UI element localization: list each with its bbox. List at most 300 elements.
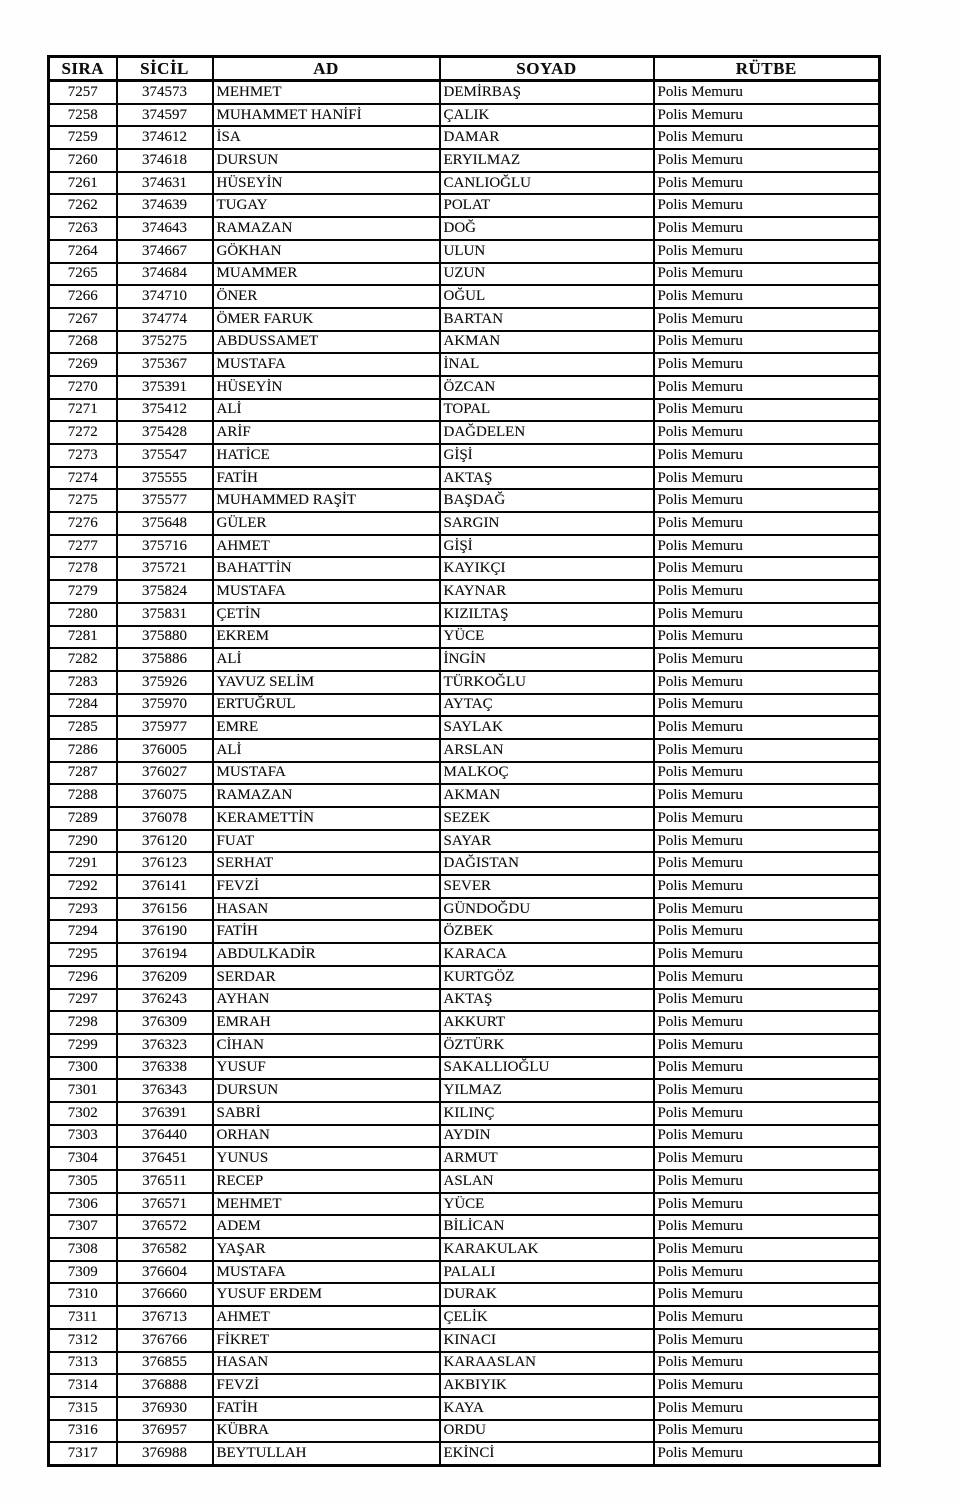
cell-sicil: 376323: [117, 1034, 213, 1057]
cell-sira: 7307: [49, 1215, 117, 1238]
cell-sicil: 376571: [117, 1193, 213, 1216]
cell-ad: AHMET: [213, 1306, 440, 1329]
cell-ad: KERAMETTİN: [213, 807, 440, 830]
cell-sira: 7290: [49, 830, 117, 853]
table-row: [49, 898, 880, 921]
cell-sicil: 374631: [117, 172, 213, 195]
cell-soyad: ÖZCAN: [440, 376, 654, 399]
cell-sicil: 375880: [117, 626, 213, 649]
cell-sicil: 376075: [117, 784, 213, 807]
cell-sicil: 375824: [117, 580, 213, 603]
cell-sicil: 376141: [117, 875, 213, 898]
table-row: [49, 920, 880, 943]
table-row: [49, 81, 880, 104]
cell-sira: 7311: [49, 1306, 117, 1329]
cell-rutbe: Polis Memuru: [654, 603, 880, 626]
cell-rutbe: Polis Memuru: [654, 557, 880, 580]
cell-rutbe: Polis Memuru: [654, 1397, 880, 1420]
cell-ad: FUAT: [213, 830, 440, 853]
cell-ad: FEVZİ: [213, 875, 440, 898]
table-row: [49, 467, 880, 490]
cell-sicil: 375367: [117, 353, 213, 376]
table-row: [49, 1102, 880, 1125]
cell-sira: 7286: [49, 739, 117, 762]
cell-ad: HASAN: [213, 1352, 440, 1375]
cell-ad: RECEP: [213, 1170, 440, 1193]
cell-sicil: 376888: [117, 1374, 213, 1397]
cell-rutbe: Polis Memuru: [654, 694, 880, 717]
cell-sicil: 376123: [117, 852, 213, 875]
cell-ad: HASAN: [213, 898, 440, 921]
cell-rutbe: Polis Memuru: [654, 807, 880, 830]
cell-sira: 7280: [49, 603, 117, 626]
table-row: [49, 1057, 880, 1080]
cell-soyad: AKTAŞ: [440, 989, 654, 1012]
cell-sicil: 374639: [117, 194, 213, 217]
cell-soyad: ARSLAN: [440, 739, 654, 762]
cell-soyad: TÜRKOĞLU: [440, 671, 654, 694]
cell-soyad: KARACA: [440, 943, 654, 966]
cell-sicil: 376338: [117, 1057, 213, 1080]
cell-ad: DURSUN: [213, 149, 440, 172]
cell-ad: SERDAR: [213, 966, 440, 989]
cell-sira: 7263: [49, 217, 117, 240]
table-row: [49, 1352, 880, 1375]
cell-ad: FATİH: [213, 1397, 440, 1420]
table-row: [49, 943, 880, 966]
cell-sicil: 375831: [117, 603, 213, 626]
cell-sicil: 374597: [117, 104, 213, 127]
cell-sicil: 375721: [117, 557, 213, 580]
cell-rutbe: Polis Memuru: [654, 353, 880, 376]
cell-ad: HÜSEYİN: [213, 376, 440, 399]
cell-rutbe: Polis Memuru: [654, 444, 880, 467]
cell-sicil: 375555: [117, 467, 213, 490]
cell-sira: 7289: [49, 807, 117, 830]
cell-soyad: GİŞİ: [440, 535, 654, 558]
cell-sira: 7299: [49, 1034, 117, 1057]
cell-ad: GÜLER: [213, 512, 440, 535]
table-row: [49, 240, 880, 263]
cell-rutbe: Polis Memuru: [654, 784, 880, 807]
cell-sicil: 375547: [117, 444, 213, 467]
cell-sicil: 376391: [117, 1102, 213, 1125]
cell-soyad: AKTAŞ: [440, 467, 654, 490]
cell-sicil: 374774: [117, 308, 213, 331]
cell-ad: EKREM: [213, 626, 440, 649]
cell-ad: BEYTULLAH: [213, 1442, 440, 1465]
cell-rutbe: Polis Memuru: [654, 716, 880, 739]
cell-soyad: AKMAN: [440, 331, 654, 354]
table-row: [49, 1170, 880, 1193]
table-row: [49, 784, 880, 807]
cell-sicil: 376930: [117, 1397, 213, 1420]
table-row: [49, 217, 880, 240]
cell-rutbe: Polis Memuru: [654, 512, 880, 535]
cell-soyad: AYTAÇ: [440, 694, 654, 717]
cell-soyad: BAŞDAĞ: [440, 489, 654, 512]
table-row: [49, 1011, 880, 1034]
cell-rutbe: Polis Memuru: [654, 421, 880, 444]
cell-ad: FEVZİ: [213, 1374, 440, 1397]
cell-soyad: DAĞDELEN: [440, 421, 654, 444]
cell-ad: DURSUN: [213, 1079, 440, 1102]
table-row: [49, 104, 880, 127]
table-row: [49, 1125, 880, 1148]
cell-ad: YUSUF ERDEM: [213, 1283, 440, 1306]
cell-sira: 7281: [49, 626, 117, 649]
cell-soyad: MALKOÇ: [440, 762, 654, 785]
cell-sicil: 375716: [117, 535, 213, 558]
cell-rutbe: Polis Memuru: [654, 671, 880, 694]
cell-ad: ERTUĞRUL: [213, 694, 440, 717]
cell-rutbe: Polis Memuru: [654, 285, 880, 308]
cell-ad: MUAMMER: [213, 263, 440, 286]
table-row: [49, 263, 880, 286]
table-row: [49, 694, 880, 717]
cell-rutbe: Polis Memuru: [654, 1261, 880, 1284]
cell-soyad: ORDU: [440, 1420, 654, 1443]
table-row: [49, 1079, 880, 1102]
cell-sira: 7309: [49, 1261, 117, 1284]
cell-rutbe: Polis Memuru: [654, 1329, 880, 1352]
cell-ad: AHMET: [213, 535, 440, 558]
cell-ad: KÜBRA: [213, 1420, 440, 1443]
cell-soyad: DEMİRBAŞ: [440, 81, 654, 104]
cell-sira: 7310: [49, 1283, 117, 1306]
cell-soyad: ERYILMAZ: [440, 149, 654, 172]
cell-sicil: 375428: [117, 421, 213, 444]
cell-sira: 7271: [49, 399, 117, 422]
cell-sicil: 376604: [117, 1261, 213, 1284]
cell-rutbe: Polis Memuru: [654, 489, 880, 512]
cell-sicil: 375926: [117, 671, 213, 694]
cell-sicil: 376343: [117, 1079, 213, 1102]
table-row: [49, 512, 880, 535]
cell-soyad: BARTAN: [440, 308, 654, 331]
cell-rutbe: Polis Memuru: [654, 263, 880, 286]
table-row: [49, 1261, 880, 1284]
cell-sira: 7276: [49, 512, 117, 535]
table-body: [49, 81, 880, 1466]
table-row: [49, 285, 880, 308]
table-row: [49, 399, 880, 422]
cell-ad: ÇETİN: [213, 603, 440, 626]
cell-soyad: CANLIOĞLU: [440, 172, 654, 195]
table-row: [49, 716, 880, 739]
table-row: [49, 648, 880, 671]
cell-sira: 7291: [49, 852, 117, 875]
cell-sira: 7279: [49, 580, 117, 603]
cell-rutbe: Polis Memuru: [654, 1238, 880, 1261]
cell-sira: 7305: [49, 1170, 117, 1193]
cell-soyad: PALALI: [440, 1261, 654, 1284]
cell-sira: 7308: [49, 1238, 117, 1261]
cell-soyad: AKMAN: [440, 784, 654, 807]
cell-ad: FİKRET: [213, 1329, 440, 1352]
cell-ad: EMRE: [213, 716, 440, 739]
table-row: [49, 126, 880, 149]
table-row: [49, 807, 880, 830]
cell-sira: 7306: [49, 1193, 117, 1216]
cell-ad: AYHAN: [213, 989, 440, 1012]
cell-rutbe: Polis Memuru: [654, 104, 880, 127]
table-row: [49, 535, 880, 558]
cell-rutbe: Polis Memuru: [654, 399, 880, 422]
cell-sicil: 376027: [117, 762, 213, 785]
cell-soyad: KAYIKÇI: [440, 557, 654, 580]
cell-soyad: AYDIN: [440, 1125, 654, 1148]
cell-sira: 7302: [49, 1102, 117, 1125]
cell-sira: 7297: [49, 989, 117, 1012]
cell-sicil: 376766: [117, 1329, 213, 1352]
table-row: [49, 1442, 880, 1465]
table-row: [49, 739, 880, 762]
cell-ad: SERHAT: [213, 852, 440, 875]
cell-rutbe: Polis Memuru: [654, 966, 880, 989]
cell-rutbe: Polis Memuru: [654, 1442, 880, 1465]
cell-rutbe: Polis Memuru: [654, 126, 880, 149]
cell-sira: 7267: [49, 308, 117, 331]
cell-sicil: 376572: [117, 1215, 213, 1238]
cell-sira: 7260: [49, 149, 117, 172]
cell-ad: YAVUZ SELİM: [213, 671, 440, 694]
cell-soyad: EKİNCİ: [440, 1442, 654, 1465]
cell-rutbe: Polis Memuru: [654, 1193, 880, 1216]
cell-sira: 7257: [49, 81, 117, 104]
cell-rutbe: Polis Memuru: [654, 172, 880, 195]
cell-soyad: YILMAZ: [440, 1079, 654, 1102]
cell-rutbe: Polis Memuru: [654, 739, 880, 762]
table-row: [49, 830, 880, 853]
column-header-soyad: SOYAD: [440, 57, 654, 81]
cell-soyad: GİŞİ: [440, 444, 654, 467]
cell-ad: ADEM: [213, 1215, 440, 1238]
cell-rutbe: Polis Memuru: [654, 648, 880, 671]
cell-ad: ARİF: [213, 421, 440, 444]
cell-soyad: YÜCE: [440, 1193, 654, 1216]
cell-sicil: 376660: [117, 1283, 213, 1306]
cell-sira: 7314: [49, 1374, 117, 1397]
cell-sicil: 374643: [117, 217, 213, 240]
cell-soyad: DAMAR: [440, 126, 654, 149]
cell-sira: 7264: [49, 240, 117, 263]
cell-ad: MEHMET: [213, 1193, 440, 1216]
table-row: [49, 194, 880, 217]
cell-rutbe: Polis Memuru: [654, 1125, 880, 1148]
cell-sicil: 376156: [117, 898, 213, 921]
personnel-roster-table: [47, 55, 881, 1467]
table-row: [49, 966, 880, 989]
cell-ad: ÖMER FARUK: [213, 308, 440, 331]
cell-soyad: ÇELİK: [440, 1306, 654, 1329]
cell-ad: ABDULKADİR: [213, 943, 440, 966]
table-row: [49, 603, 880, 626]
cell-ad: RAMAZAN: [213, 784, 440, 807]
cell-sicil: 375577: [117, 489, 213, 512]
cell-sicil: 376440: [117, 1125, 213, 1148]
cell-soyad: AKKURT: [440, 1011, 654, 1034]
cell-soyad: SAYLAK: [440, 716, 654, 739]
table-row: [49, 1147, 880, 1170]
cell-soyad: SAYAR: [440, 830, 654, 853]
table-row: [49, 1215, 880, 1238]
cell-rutbe: Polis Memuru: [654, 943, 880, 966]
cell-soyad: ARMUT: [440, 1147, 654, 1170]
cell-sira: 7259: [49, 126, 117, 149]
table-row: [49, 376, 880, 399]
cell-ad: FATİH: [213, 467, 440, 490]
cell-ad: SABRİ: [213, 1102, 440, 1125]
cell-sira: 7296: [49, 966, 117, 989]
cell-rutbe: Polis Memuru: [654, 217, 880, 240]
cell-sicil: 376957: [117, 1420, 213, 1443]
cell-sira: 7278: [49, 557, 117, 580]
cell-rutbe: Polis Memuru: [654, 989, 880, 1012]
cell-ad: YUNUS: [213, 1147, 440, 1170]
cell-soyad: AKBIYIK: [440, 1374, 654, 1397]
cell-ad: ALİ: [213, 399, 440, 422]
cell-soyad: SEVER: [440, 875, 654, 898]
cell-ad: CİHAN: [213, 1034, 440, 1057]
cell-rutbe: Polis Memuru: [654, 1374, 880, 1397]
cell-sicil: 375412: [117, 399, 213, 422]
cell-sicil: 375648: [117, 512, 213, 535]
table-row: [49, 421, 880, 444]
cell-sira: 7258: [49, 104, 117, 127]
cell-sicil: 374667: [117, 240, 213, 263]
cell-soyad: KARAASLAN: [440, 1352, 654, 1375]
cell-ad: MUSTAFA: [213, 762, 440, 785]
cell-sicil: 376713: [117, 1306, 213, 1329]
cell-sira: 7313: [49, 1352, 117, 1375]
cell-rutbe: Polis Memuru: [654, 852, 880, 875]
cell-rutbe: Polis Memuru: [654, 1079, 880, 1102]
cell-rutbe: Polis Memuru: [654, 1057, 880, 1080]
table-row: [49, 1193, 880, 1216]
cell-rutbe: Polis Memuru: [654, 1170, 880, 1193]
cell-sicil: 376451: [117, 1147, 213, 1170]
cell-rutbe: Polis Memuru: [654, 1147, 880, 1170]
cell-soyad: KINACI: [440, 1329, 654, 1352]
cell-sira: 7284: [49, 694, 117, 717]
cell-ad: YAŞAR: [213, 1238, 440, 1261]
cell-rutbe: Polis Memuru: [654, 920, 880, 943]
cell-rutbe: Polis Memuru: [654, 194, 880, 217]
cell-soyad: KAYA: [440, 1397, 654, 1420]
cell-sira: 7303: [49, 1125, 117, 1148]
cell-soyad: UZUN: [440, 263, 654, 286]
cell-sicil: 376120: [117, 830, 213, 853]
cell-ad: İSA: [213, 126, 440, 149]
cell-soyad: OĞUL: [440, 285, 654, 308]
cell-sira: 7266: [49, 285, 117, 308]
cell-ad: MEHMET: [213, 81, 440, 104]
cell-sira: 7292: [49, 875, 117, 898]
cell-ad: HÜSEYİN: [213, 172, 440, 195]
cell-sira: 7312: [49, 1329, 117, 1352]
cell-sira: 7277: [49, 535, 117, 558]
cell-soyad: ÇALIK: [440, 104, 654, 127]
cell-sira: 7274: [49, 467, 117, 490]
cell-soyad: KAYNAR: [440, 580, 654, 603]
table-row: [49, 989, 880, 1012]
cell-sicil: 376209: [117, 966, 213, 989]
cell-sicil: 376005: [117, 739, 213, 762]
cell-ad: GÖKHAN: [213, 240, 440, 263]
cell-sira: 7295: [49, 943, 117, 966]
cell-rutbe: Polis Memuru: [654, 1034, 880, 1057]
cell-rutbe: Polis Memuru: [654, 626, 880, 649]
table-row: [49, 149, 880, 172]
cell-sira: 7261: [49, 172, 117, 195]
cell-soyad: İNAL: [440, 353, 654, 376]
cell-rutbe: Polis Memuru: [654, 1011, 880, 1034]
cell-sicil: 376988: [117, 1442, 213, 1465]
cell-ad: ORHAN: [213, 1125, 440, 1148]
cell-sira: 7315: [49, 1397, 117, 1420]
cell-sicil: 375970: [117, 694, 213, 717]
table-row: [49, 1329, 880, 1352]
cell-soyad: ÖZBEK: [440, 920, 654, 943]
cell-sicil: 374573: [117, 81, 213, 104]
cell-sira: 7283: [49, 671, 117, 694]
cell-ad: HATİCE: [213, 444, 440, 467]
cell-ad: YUSUF: [213, 1057, 440, 1080]
cell-sicil: 374618: [117, 149, 213, 172]
cell-rutbe: Polis Memuru: [654, 467, 880, 490]
table-row: [49, 557, 880, 580]
cell-sira: 7317: [49, 1442, 117, 1465]
cell-ad: ABDUSSAMET: [213, 331, 440, 354]
table-row: [49, 489, 880, 512]
cell-soyad: İNGİN: [440, 648, 654, 671]
cell-sicil: 376855: [117, 1352, 213, 1375]
cell-soyad: KURTGÖZ: [440, 966, 654, 989]
cell-sira: 7304: [49, 1147, 117, 1170]
cell-sira: 7275: [49, 489, 117, 512]
cell-sicil: 375977: [117, 716, 213, 739]
cell-rutbe: Polis Memuru: [654, 762, 880, 785]
table-row: [49, 1283, 880, 1306]
column-header-sicil: SİCİL: [117, 57, 213, 81]
cell-soyad: TOPAL: [440, 399, 654, 422]
cell-sira: 7293: [49, 898, 117, 921]
table-header-row: [49, 57, 880, 81]
cell-ad: MUSTAFA: [213, 353, 440, 376]
cell-ad: FATİH: [213, 920, 440, 943]
cell-rutbe: Polis Memuru: [654, 898, 880, 921]
cell-sira: 7285: [49, 716, 117, 739]
table-row: [49, 308, 880, 331]
table-row: [49, 353, 880, 376]
cell-rutbe: Polis Memuru: [654, 580, 880, 603]
cell-rutbe: Polis Memuru: [654, 1306, 880, 1329]
cell-rutbe: Polis Memuru: [654, 81, 880, 104]
cell-rutbe: Polis Memuru: [654, 875, 880, 898]
cell-soyad: KIZILTAŞ: [440, 603, 654, 626]
cell-rutbe: Polis Memuru: [654, 240, 880, 263]
table-row: [49, 1034, 880, 1057]
cell-rutbe: Polis Memuru: [654, 308, 880, 331]
cell-ad: BAHATTİN: [213, 557, 440, 580]
cell-sicil: 376194: [117, 943, 213, 966]
cell-sira: 7300: [49, 1057, 117, 1080]
cell-rutbe: Polis Memuru: [654, 1352, 880, 1375]
cell-rutbe: Polis Memuru: [654, 535, 880, 558]
cell-sira: 7288: [49, 784, 117, 807]
cell-soyad: SARGIN: [440, 512, 654, 535]
